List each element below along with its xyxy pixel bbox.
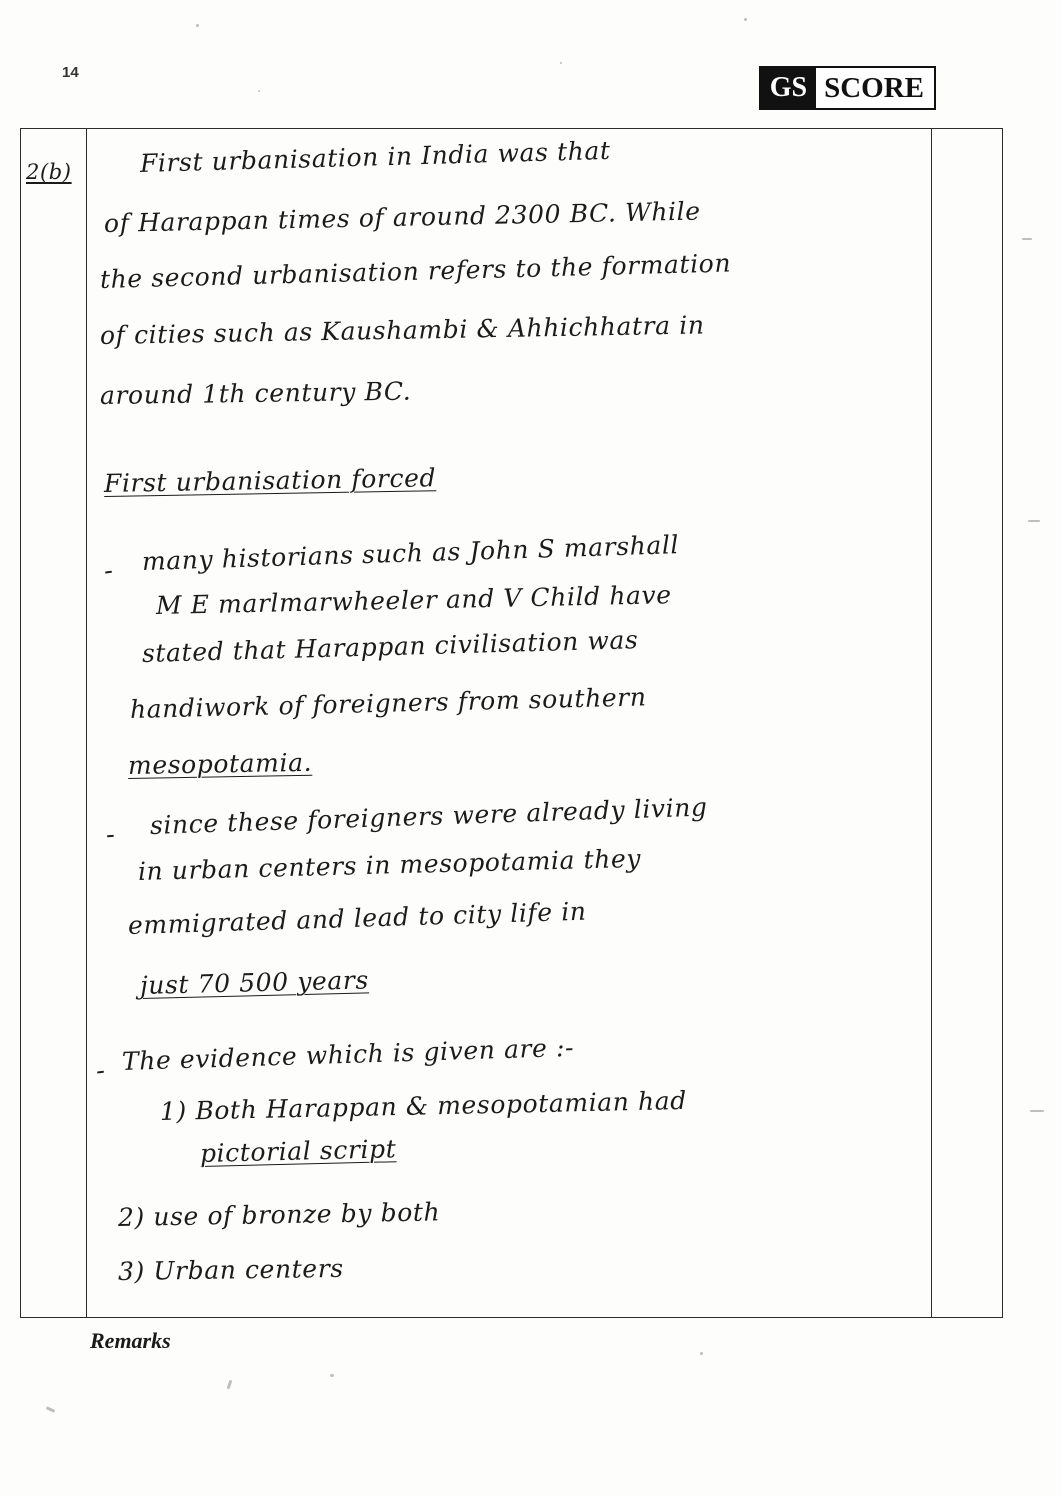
scan-speck	[196, 24, 199, 27]
handwritten-line: the second urbanisation refers to the formation	[99, 248, 732, 294]
handwritten-line: of Harappan times of around 2300 BC. While	[103, 196, 701, 238]
scan-speck	[744, 18, 747, 21]
handwritten-line: mesopotamia.	[127, 747, 313, 780]
handwritten-line: 1) Both Harappan & mesopotamian had	[159, 1085, 688, 1126]
logo-gs-mark: GS	[761, 68, 816, 108]
logo-score-word: SCORE	[824, 72, 924, 104]
handwritten-line: in urban centers in mesopotamia they	[137, 843, 642, 886]
handwritten-line: 3) Urban centers	[117, 1253, 344, 1286]
handwritten-line: 2) use of bronze by both	[117, 1197, 441, 1232]
scan-speck	[700, 1352, 703, 1355]
handwritten-line: just 70 500 years	[139, 965, 370, 1000]
handwritten-line: many historians such as John S marshall	[141, 530, 680, 576]
scan-speck	[227, 1380, 233, 1389]
handwritten-heading: First urbanisation forced	[103, 463, 437, 498]
handwritten-line: pictorial script	[199, 1134, 397, 1168]
remarks-label: Remarks	[90, 1328, 171, 1353]
handwritten-line: First urbanisation in India was that	[139, 135, 611, 178]
page-number: 14	[62, 64, 79, 81]
handwritten-line: since these foreigners were already living	[149, 792, 708, 840]
scan-speck	[330, 1374, 334, 1377]
scan-speck	[46, 1406, 55, 1413]
handwritten-line: The evidence which is given are :-	[121, 1032, 575, 1076]
handwritten-line: around 1th century BC.	[99, 376, 412, 410]
bullet-dash-2: -	[105, 819, 117, 851]
handwritten-line: stated that Harappan civilisation was	[141, 625, 639, 668]
scan-speck	[1022, 238, 1032, 240]
handwritten-line: handiwork of foreigners from southern	[129, 682, 647, 724]
handwritten-line: M E marlmarwheeler and V Child have	[155, 580, 672, 620]
gs-score-logo	[759, 66, 936, 110]
scan-speck	[560, 62, 562, 64]
handwritten-line: of cities such as Kaushambi & Ahhichhatra in	[99, 310, 705, 350]
handwritten-line: emmigrated and lead to city life in	[127, 896, 587, 940]
scan-speck	[1028, 520, 1040, 522]
question-number-label: 2(b)	[26, 160, 72, 184]
scan-speck	[258, 90, 260, 92]
scan-speck	[1030, 1110, 1044, 1112]
bullet-dash-3: -	[94, 1055, 107, 1087]
bullet-dash-1: -	[102, 555, 115, 587]
